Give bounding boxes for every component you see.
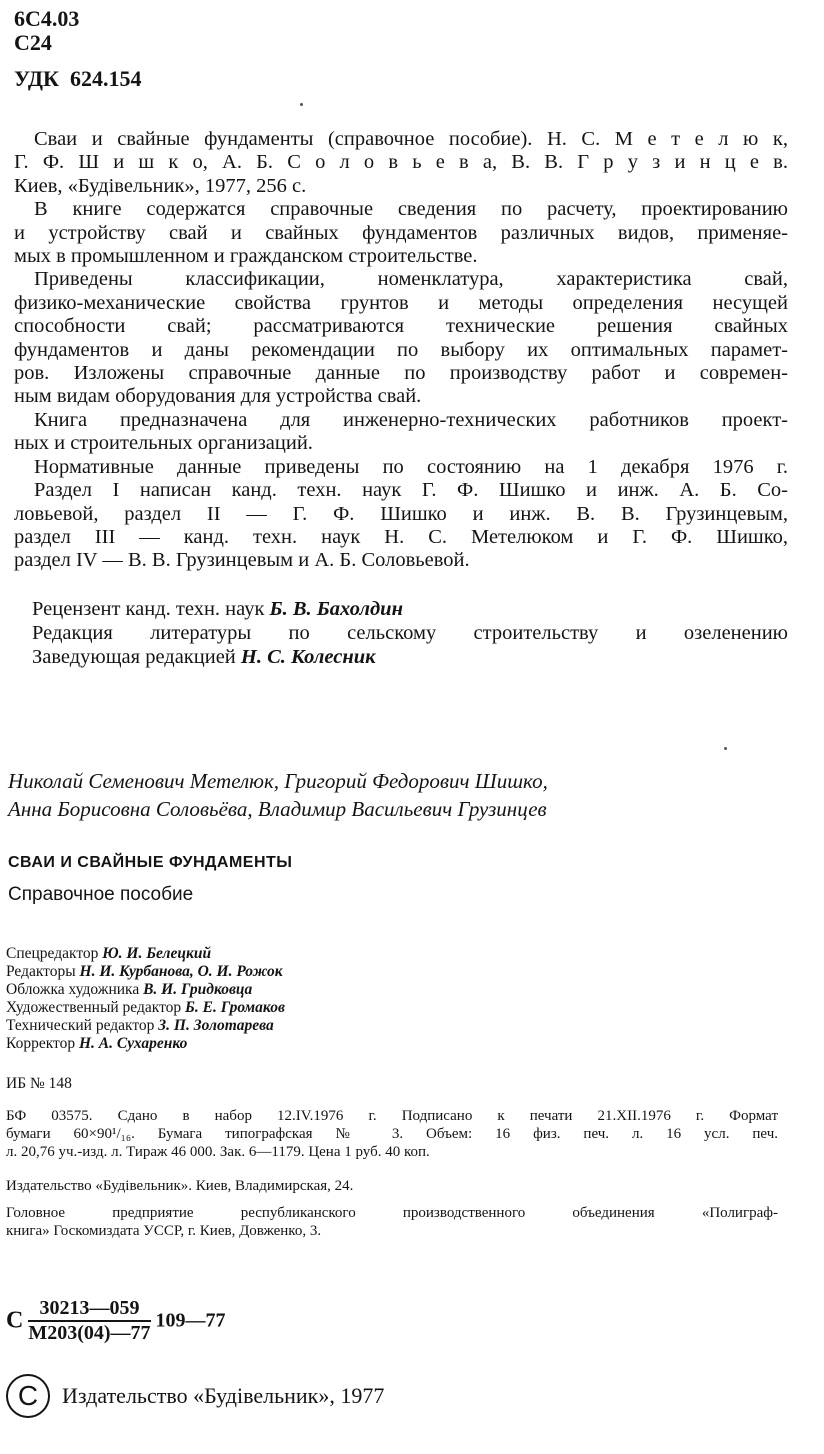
para5-line-4: раздел IV — В. В. Грузинцевым и А. Б. Соловьевой. [14,549,470,572]
speck [724,747,727,750]
para5-line-2: ловьевой, раздел II — Г. Ф. Шишко и инж. В. В. Грузинцевым, [14,502,788,525]
credit-role: Редакторы [6,963,76,980]
bib-line-2: Г. Ф. Ш и ш к о, А. Б. С о л о в ь е в а, В. В. Г р у з и н ц е в. [14,151,788,174]
credit-row [6,981,285,999]
credit-name: Н. И. Курбанова, О. И. Рожок [79,963,283,980]
credit-role: Обложка художника [6,981,140,998]
para2-line-3: способности свай; рассматриваются технические решения свайных [14,315,788,338]
head-editor-line [32,646,376,669]
para5-line-1: Раздел I написан канд. техн. наук Г. Ф. Шишко и инж. А. Б. Со- [34,479,788,502]
para1-line-1: В книге содержатся справочные сведения по расчету, проектированию [34,198,788,221]
udc-number: 624.154 [70,66,142,91]
credit-role: Художественный редактор [6,999,182,1016]
credit-role: Технический редактор [6,1017,155,1034]
copyright-text: Издательство «Будівельник», 1977 [62,1383,385,1408]
book-subtitle: Справочное пособие [8,884,194,905]
credit-name: Б. Е. Громаков [185,999,285,1016]
full-authors-line-2: Анна Борисовна Соловьёва, Владимир Васильевич Грузинцев [8,797,547,821]
reviewer-name: Б. В. Бахолдин [269,598,403,620]
reviewer-label: Рецензент канд. техн. наук [32,598,265,620]
book-title: СВАИ И СВАЙНЫЕ ФУНДАМЕНТЫ [8,854,293,871]
para3-line-2: ных и строительных организаций. [14,432,313,455]
bib-line-1: Сваи и свайные фундаменты (справочное пособие). Н. С. М е т е л ю к, [34,128,788,150]
bbk-code: 6С4.03 [14,6,80,31]
annotation-block [14,128,788,573]
para2-line-5: ров. Изложены справочные данные по производству работ и современ- [14,362,788,385]
credit-name: В. И. Гридковца [143,981,253,998]
credit-row [6,963,285,981]
printer-line: книга» Госкомиздата УССР, г. Киев, Довженко, 3. [6,1223,322,1239]
print-info-line: БФ 03575. Сдано в набор 12.IV.1976 г. Подписано к печати 21.XII.1976 г. Формат [6,1108,778,1124]
credit-role: Спецредактор [6,945,99,962]
bib-line-3: Киев, «Будівельник», 1977, 256 с. [14,174,307,197]
credit-name: Н. А. Сухаренко [78,1035,188,1052]
credit-role: Корректор [6,1035,76,1052]
para2-line-6: ным видам оборудования для устройства свай. [14,385,422,408]
credit-row [6,945,285,963]
para5-line-3: раздел III — канд. техн. наук Н. С. Метелюком и Г. Ф. Шишко, [14,525,788,548]
udc-code [14,66,142,91]
para2-line-2: физико-механические свойства грунтов и методы определения несущей [14,291,788,314]
head-editor-label: Заведующая редакцией [32,646,236,668]
credit-name: З. П. Золотарева [158,1017,274,1034]
credits-list [6,945,285,1053]
para2-line-4: фундаментов и даны рекомендации по выбору их оптимальных парамет- [14,338,788,361]
print-info-line: л. 20,76 уч.-изд. л. Тираж 46 000. Зак. 6—1179. Цена 1 руб. 40 коп. [6,1144,430,1160]
para3-line-1: Книга предназначена для инженерно-технических работников проект- [34,408,788,431]
udc-label: УДК [14,66,60,91]
publisher-line: Издательство «Будівельник». Киев, Владимирская, 24. [6,1178,354,1194]
printer-line: Головное предприятие республиканского производственного объединения «Полиграф- [6,1205,778,1221]
credit-row [6,1017,285,1035]
credit-row [6,1035,285,1053]
full-authors-line-1: Николай Семенович Метелюк, Григорий Федорович Шишко, [8,769,548,793]
printer-info [6,1204,778,1240]
print-info-line: бумаги 60×90¹/₁₆. Бумага типографская № 3. Объем: 16 физ. печ. л. 16 усл. печ. [6,1126,778,1142]
speck [300,103,303,106]
index-denominator: М203(04)—77 [28,1322,151,1344]
para2-line-1: Приведены классификации, номенклатура, характеристика свай, [34,268,788,291]
author-mark: С24 [14,30,52,55]
index-code [6,1297,226,1345]
head-editor-name: Н. С. Колесник [240,646,376,668]
print-info [6,1107,778,1161]
editorial-office: Редакция литературы по сельскому строительству и озеленению [32,622,788,644]
ib-number: ИБ № 148 [6,1075,72,1092]
para4-line-1: Нормативные данные приведены по состоянию на 1 декабря 1976 г. [34,455,788,478]
index-fraction [28,1297,150,1345]
index-prefix: С [6,1307,24,1334]
credit-name: Ю. И. Белецкий [102,945,212,962]
copyright-line [6,1374,384,1418]
credit-row [6,999,285,1017]
para1-line-2: и устройству свай и свайных фундаментов различных видов, применяе- [14,221,788,244]
reviewer-line [32,598,403,621]
para1-line-3: мых в промышленном и гражданском строительстве. [14,245,478,268]
index-numerator: 30213—059 [28,1297,150,1322]
copyright-icon: C [6,1374,50,1418]
index-suffix: 109—77 [155,1309,226,1332]
